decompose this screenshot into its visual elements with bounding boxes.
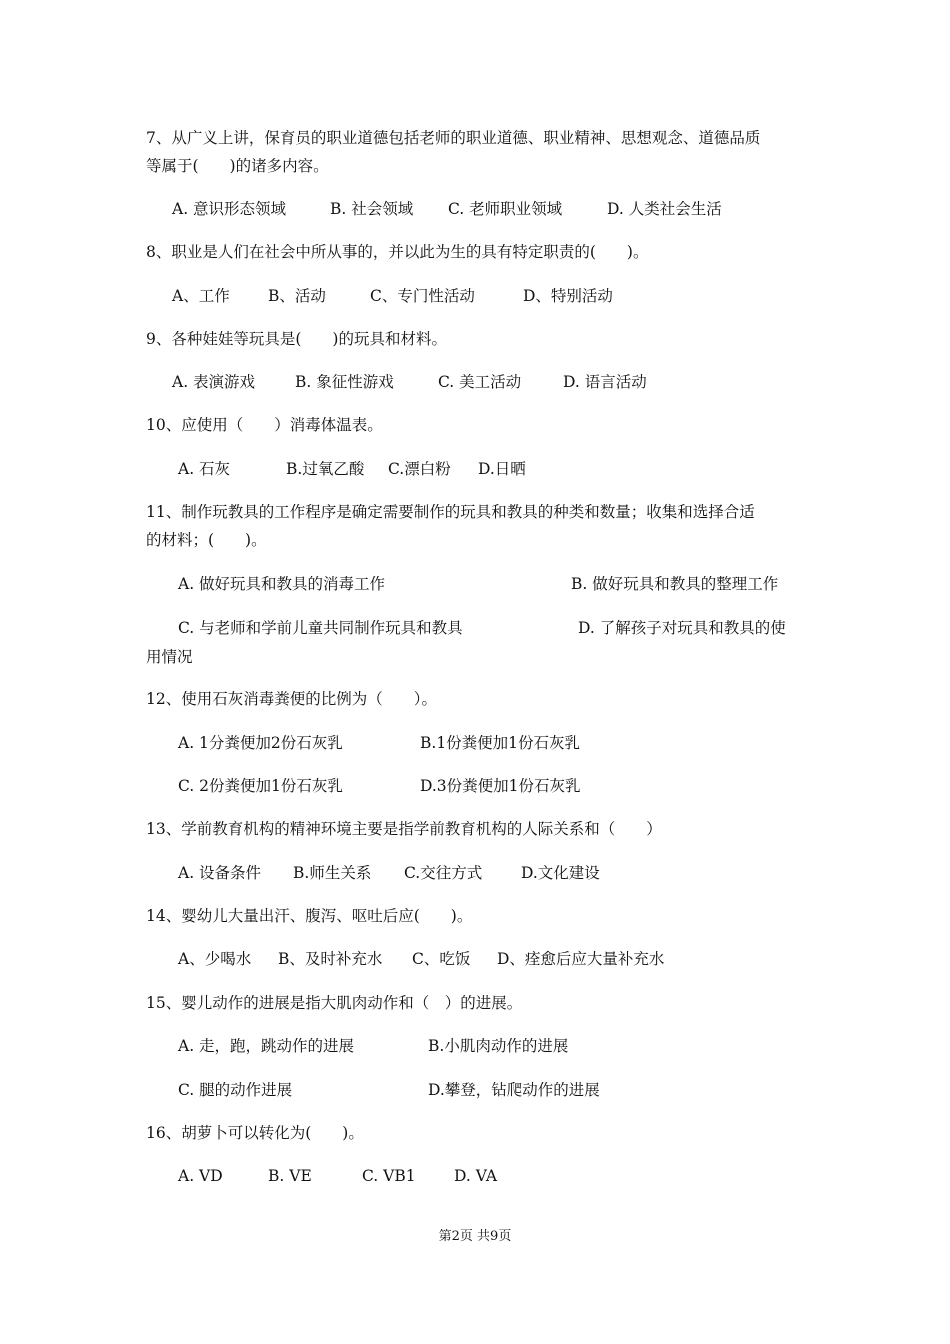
question-11-stem-line-1: 11、制作玩教具的工作程序是确定需要制作的玩具和教具的种类和数量；收集和选择合适	[146, 503, 755, 521]
question-12-option-c: C. 2份粪便加1份石灰乳	[178, 777, 343, 795]
question-16-option-b: B. VE	[268, 1167, 312, 1185]
question-9-option-d: D. 语言活动	[563, 373, 647, 391]
question-13-option-c: C.交往方式	[404, 864, 483, 882]
page-number-footer: 第2页 共9页	[438, 1229, 512, 1244]
question-11-option-d-continued: 用情况	[146, 648, 193, 666]
question-12-stem: 12、使用石灰消毒粪便的比例为（ ）。	[146, 690, 437, 708]
question-13-option-d: D.文化建设	[521, 864, 600, 882]
question-10-option-a: A. 石灰	[178, 460, 231, 478]
question-10-option-b: B.过氧乙酸	[286, 460, 365, 478]
question-14-stem: 14、婴幼儿大量出汗、腹泻、呕吐后应( )。	[146, 907, 473, 925]
question-16-option-a: A. VD	[178, 1167, 223, 1185]
question-10-option-c: C.漂白粉	[388, 460, 451, 478]
question-16-option-d: D. VA	[454, 1167, 498, 1185]
question-13-stem: 13、学前教育机构的精神环境主要是指学前教育机构的人际关系和（ ）	[146, 820, 662, 838]
question-12-option-b: B.1份粪便加1份石灰乳	[420, 734, 581, 752]
question-9-option-c: C. 美工活动	[438, 373, 522, 391]
question-7-stem-line-1: 7、从广义上讲，保育员的职业道德包括老师的职业道德、职业精神、思想观念、道德品质	[146, 129, 761, 147]
question-11-option-d: D. 了解孩子对玩具和教具的使	[578, 619, 786, 637]
question-15-option-c: C. 腿的动作进展	[178, 1081, 293, 1099]
question-15-option-a: A. 走，跑，跳动作的进展	[178, 1037, 355, 1055]
question-11-option-c: C. 与老师和学前儿童共同制作玩具和教具	[178, 619, 463, 637]
question-7-option-b: B. 社会领域	[330, 200, 414, 218]
question-7-option-d: D. 人类社会生活	[607, 200, 722, 218]
question-7-stem-line-2: 等属于( )的诸多内容。	[146, 157, 329, 175]
question-12-option-d: D.3份粪便加1份石灰乳	[420, 777, 581, 795]
question-8-option-b: B、活动	[268, 287, 326, 305]
question-10-stem: 10、应使用（ ）消毒体温表。	[146, 416, 383, 434]
question-14-option-c: C、吃饭	[412, 950, 471, 968]
question-9-stem: 9、各种娃娃等玩具是( )的玩具和材料。	[146, 330, 447, 348]
question-10-option-d: D.日晒	[478, 460, 526, 478]
question-11-option-a: A. 做好玩具和教具的消毒工作	[178, 575, 386, 593]
question-13-option-b: B.师生关系	[293, 864, 372, 882]
question-8-option-c: C、专门性活动	[370, 287, 475, 305]
question-16-stem: 16、胡萝卜可以转化为( )。	[146, 1124, 364, 1142]
question-7-option-a: A. 意识形态领域	[172, 200, 287, 218]
question-15-stem: 15、婴儿动作的进展是指大肌肉动作和（ ）的进展。	[146, 994, 523, 1012]
question-7-option-c: C. 老师职业领域	[448, 200, 563, 218]
question-15-option-b: B.小肌肉动作的进展	[428, 1037, 569, 1055]
question-8-stem: 8、职业是人们在社会中所从事的，并以此为生的具有特定职责的( )。	[146, 243, 649, 261]
question-11-stem-line-2: 的材料；( )。	[146, 531, 267, 549]
question-14-option-a: A、少喝水	[178, 950, 252, 968]
question-14-option-d: D、痊愈后应大量补充水	[497, 950, 665, 968]
question-14-option-b: B、及时补充水	[278, 950, 383, 968]
question-9-option-b: B. 象征性游戏	[295, 373, 394, 391]
question-9-option-a: A. 表演游戏	[172, 373, 256, 391]
question-8-option-a: A、工作	[172, 287, 230, 305]
question-12-option-a: A. 1分粪便加2份石灰乳	[178, 734, 343, 752]
question-13-option-a: A. 设备条件	[178, 864, 262, 882]
question-8-option-d: D、特别活动	[523, 287, 613, 305]
question-11-option-b: B. 做好玩具和教具的整理工作	[571, 575, 779, 593]
question-16-option-c: C. VB1	[362, 1167, 416, 1185]
question-15-option-d: D.攀登，钻爬动作的进展	[428, 1081, 600, 1099]
